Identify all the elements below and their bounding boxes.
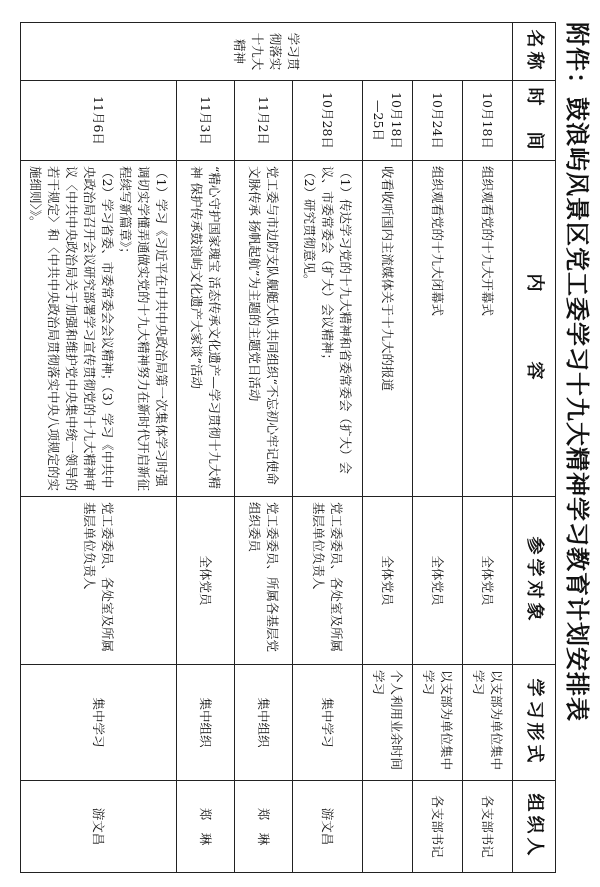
table-header-row [513,23,556,873]
header-format: 学习形式 [513,665,556,781]
table-row [413,23,463,873]
organizer-cell: 郑 琳 [235,781,293,873]
header-audience: 参学对象 [513,497,556,665]
table-row [363,23,413,873]
audience-cell: 党工委委员、各处室及所属基层单位负责人 [21,497,177,665]
study-plan-table [20,22,556,873]
content-cell: “精心守护国家瑰宝 活态传承文化遗产—学习贯彻十九大精神 保护传承鼓浪屿文化遗产大家谈”活动 [177,161,235,497]
time-cell: 11月6日 [21,81,177,161]
header-time: 时 间 [513,81,556,161]
table-row [293,23,363,873]
audience-cell: 全体党员 [177,497,235,665]
content-cell: 收看收听国内主流媒体关于十九大的报道 [363,161,413,497]
format-cell: 集中组织 [235,665,293,781]
format-cell: 集中学习 [21,665,177,781]
organizer-cell: 郑 琳 [177,781,235,873]
format-cell: 以支部为单位集中学习 [463,665,513,781]
header-organizer: 组织人 [513,781,556,873]
audience-cell: 党工委委员、各处室及所属基层单位负责人 [293,497,363,665]
time-cell: 11月2日 [235,81,293,161]
table-row [21,23,177,873]
time-cell: 10月24日 [413,81,463,161]
time-cell: 10月28日 [293,81,363,161]
content-cell: 党工委与市边防支队舰艇大队共同组织“不忘初心牢记使命 文脉传承 扬帆起航”为主题的主题党日活动 [235,161,293,497]
organizer-cell: 各支部书记 [463,781,513,873]
time-cell: 11月3日 [177,81,235,161]
organizer-cell: 游文昌 [293,781,363,873]
audience-cell: 全体党员 [463,497,513,665]
time-cell: 10月18日 [463,81,513,161]
organizer-cell: 游文昌 [21,781,177,873]
document-title: 附件：鼓浪屿风景区党工委学习十九大精神学习教育计划安排表 [563,22,591,722]
table-row [177,23,235,873]
content-cell: 组织观看党的十九大开幕式 [463,161,513,497]
header-content: 内 容 [513,161,556,497]
content-cell: 组织观看党的十九大闭幕式 [413,161,463,497]
category-cell: 学习贯彻落实十九大精神 [21,23,513,81]
organizer-cell: 各支部书记 [413,781,463,873]
organizer-cell [363,781,413,873]
audience-cell: 全体党员 [413,497,463,665]
format-cell: 个人利用业余时间学习 [363,665,413,781]
format-cell: 集中学习 [293,665,363,781]
content-cell: （1）学习《习近平在中共中央政治局第一次集体学习时强调切实学懂弄通做实党的十九大精神努力在新时代开启新征程续写新篇章》； （2）学习省委、市委常委会会议精神；（3）学习《中共中央政治局召开会议研究部署学习宣传贯彻党的十九大精神审议〈中共中央政治局关于加强和维护党中央集中统一领导的若干规定〉和〈中共中央政治局贯彻落实中央八项规定的实施细则〉》。 [21,161,177,497]
format-cell: 集中组织 [177,665,235,781]
audience-cell: 全体党员 [363,497,413,665]
time-cell: 10月18日—25日 [363,81,413,161]
header-category: 名称 [513,23,556,81]
format-cell: 以支部为单位集中学习 [413,665,463,781]
table-row [463,23,513,873]
table-row [235,23,293,873]
audience-cell: 党工委委员、所属各基层党组织委员 [235,497,293,665]
content-cell: （1）传达学习党的十九大精神和省委常委会（扩大）会议、市委常委会（扩大）会议精神； （2）研究贯彻意见。 [293,161,363,497]
